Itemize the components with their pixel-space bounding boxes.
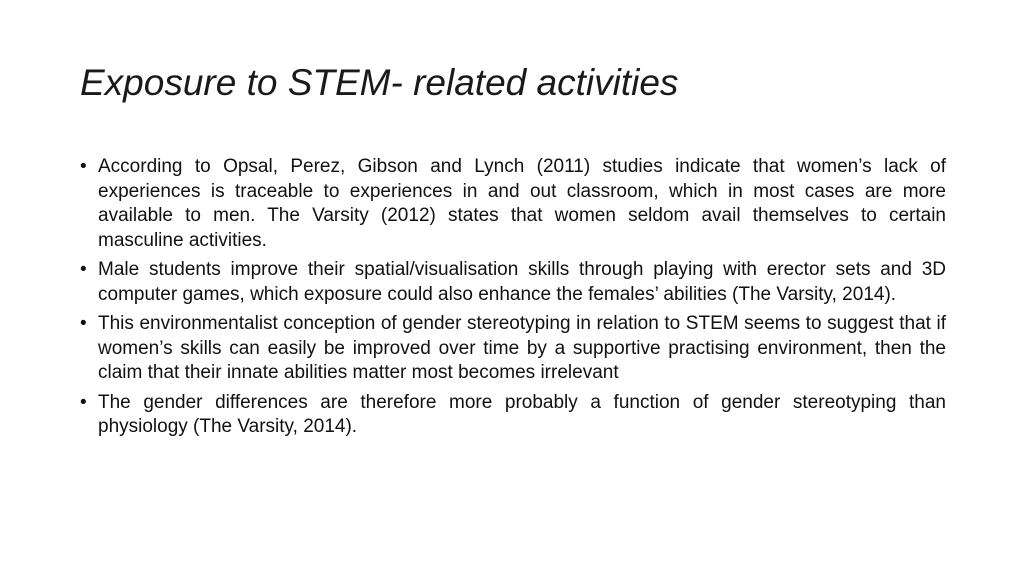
bullet-text: The gender differences are therefore more probably a function of gender stereotyping than physiology (The Varsity, 2014). — [98, 391, 946, 437]
bullet-text: According to Opsal, Perez, Gibson and Lynch (2011) studies indicate that women’s lack of experiences is traceable to experiences in and out classroom, which in most cases are more available to men. The Varsity (2012) states that women seldom avail themselves to certain masculine activities. — [98, 156, 946, 251]
bullet-list — [80, 155, 946, 445]
bullet-icon: • — [80, 156, 87, 177]
bullet-text: This environmentalist conception of gender stereotyping in relation to STEM seems to suggest that if women’s skills can easily be improved over time by a supportive practising environment, then the claim that their innate abilities matter most becomes irrelevant — [98, 313, 946, 383]
bullet-item — [80, 312, 946, 386]
bullet-text: Male students improve their spatial/visualisation skills through playing with erector sets and 3D computer games, which exposure could also enhance the females’ abilities (The Varsity, 2014). — [98, 259, 946, 305]
bullet-icon: • — [80, 259, 87, 280]
slide-title: Exposure to STEM- related activities — [80, 62, 679, 103]
bullet-item — [80, 155, 946, 253]
bullet-icon: • — [80, 391, 87, 413]
bullet-item — [80, 391, 946, 440]
bullet-icon: • — [80, 313, 87, 334]
bullet-item — [80, 258, 946, 307]
